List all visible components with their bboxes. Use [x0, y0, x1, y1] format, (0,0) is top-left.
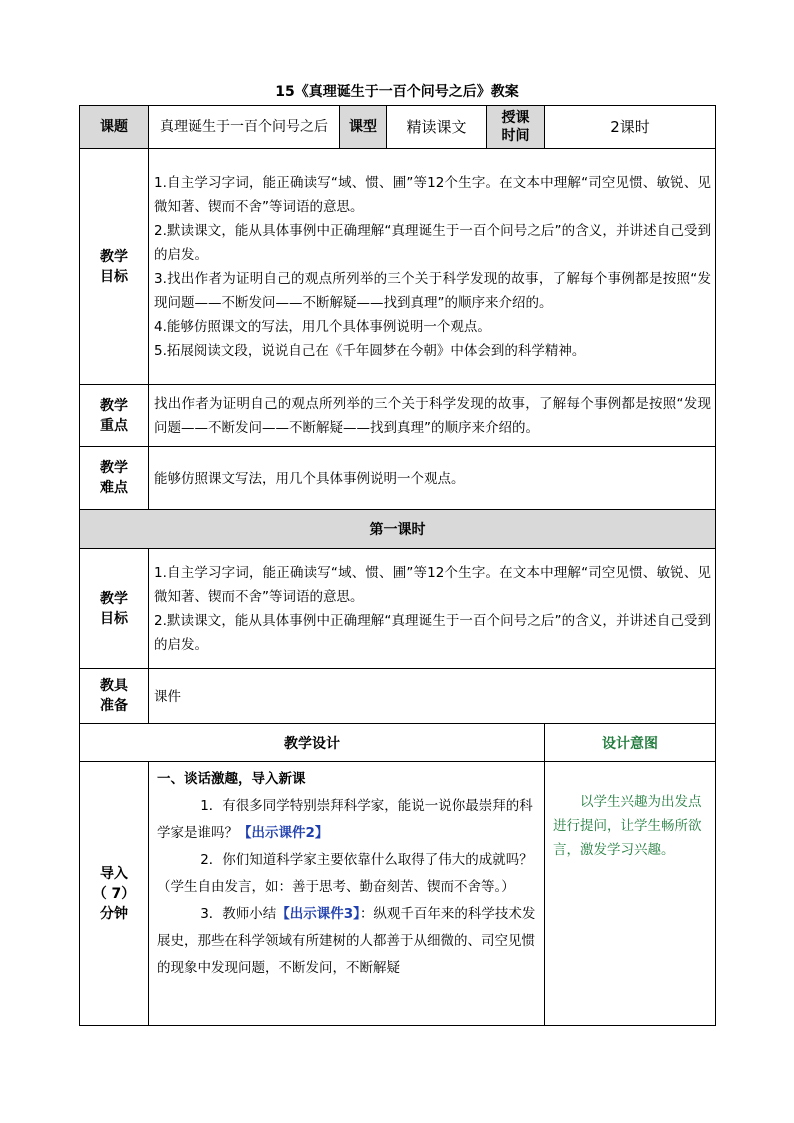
document-title: 15《真理诞生于一百个问号之后》教案 [275, 84, 519, 100]
difficulties-text: 能够仿照课文写法，用几个具体事例说明一个观点。 [154, 470, 465, 487]
design-label: 教学设计 [80, 724, 545, 762]
objectives-row [80, 149, 716, 385]
intent-label: 设计意图 [545, 724, 716, 762]
tools-content [149, 669, 716, 724]
objective-item: 3.找出作者为证明自己的观点所列举的三个关于科学发现的故事，了解每个事例都是按照“发现问题——不断发问——不断解疑——找到真理”的顺序来介绍的。 [154, 271, 711, 311]
time-label-line2: 时间 [501, 128, 530, 144]
hours-value: 2课时 [545, 106, 716, 149]
key-points-content [149, 385, 716, 447]
intro-q3-before: 3．教师小结 [200, 906, 277, 922]
lesson1-objectives-row [80, 549, 716, 669]
lesson1-objectives-label-line1: 教学 [100, 590, 128, 607]
tools-row [80, 669, 716, 724]
tools-label-line2: 准备 [100, 698, 128, 714]
difficulties-content [149, 447, 716, 510]
key-points-label [80, 385, 149, 447]
lesson1-title-row [80, 510, 716, 549]
lesson1-objectives-content [149, 549, 716, 669]
intro-label-line3: 分钟 [100, 905, 128, 922]
difficulties-label [80, 447, 149, 510]
intro-question-2: 2．你们知道科学家主要依靠什么取得了伟大的成就吗？（学生自由发言，如：善于思考、勤奋刻苦、锲而不舍等。） [157, 852, 533, 895]
header-row [80, 106, 716, 149]
objective-item: 1.自主学习字词，能正确读写“域、惯、圃”等12个生字。在文本中理解“司空见惯、敏锐、见微知著、锲而不舍”等词语的意思。 [154, 175, 711, 215]
key-points-label-line1: 教学 [100, 397, 128, 414]
tools-value: 课件 [154, 688, 181, 705]
difficulties-row [80, 447, 716, 510]
key-points-label-line2: 重点 [100, 417, 128, 434]
objective-item: 5.拓展阅读文段，说说自己在《千年圆梦在今朝》中体会到的科学精神。 [154, 343, 586, 359]
time-label [487, 106, 545, 149]
lesson1-section-title: 第一课时 [80, 510, 716, 549]
intro-intent-content [545, 762, 716, 1026]
intro-q1-tag: 【出示课件2】 [238, 825, 329, 841]
objectives-label [80, 149, 149, 385]
subject-value: 真理诞生于一百个问号之后 [149, 106, 340, 149]
intro-label-line1: 导入 [100, 865, 128, 882]
intro-intent-text: 以学生兴趣为出发点进行提问，让学生畅所欲言，激发学习兴趣。 [553, 794, 702, 858]
lesson-plan-table [79, 105, 716, 1026]
objectives-label-line1: 教学 [100, 248, 128, 265]
intro-q3-after: ：纵观千百年来的科学技术发展史，那些在科学领域有所建树的人都善于从细微的、司空见惯的现象中发现问题，不断发问，不断解疑 [157, 906, 536, 976]
type-label: 课型 [340, 106, 387, 149]
intro-row [80, 762, 716, 1026]
objectives-content [149, 149, 716, 385]
subject-label: 课题 [80, 106, 149, 149]
intro-step-title: 一、谈话激趣，导入新课 [157, 771, 306, 787]
objective-item: 4.能够仿照课文的写法，用几个具体事例说明一个观点。 [154, 319, 491, 335]
key-points-text: 找出作者为证明自己的观点所列举的三个关于科学发现的故事，了解每个事例都是按照“发现问题——不断发问——不断解疑——找到真理”的顺序来介绍的。 [154, 396, 711, 436]
intro-label [80, 762, 149, 1026]
intro-q3-tag: 【出示课件3】 [276, 906, 360, 922]
objectives-label-line2: 目标 [100, 268, 128, 285]
lesson1-objective-item: 2.默读课文，能从具体事例中正确理解“真理诞生于一百个问号之后”的含义，并讲述自己受到的启发。 [154, 613, 711, 653]
tools-label [80, 669, 149, 724]
type-value: 精读课文 [387, 106, 487, 149]
tools-label-line1: 教具 [100, 678, 128, 694]
objective-item: 2.默读课文，能从具体事例中正确理解“真理诞生于一百个问号之后”的含义，并讲述自己受到的启发。 [154, 223, 711, 263]
difficulties-label-line2: 难点 [100, 480, 128, 496]
time-label-line1: 授课 [501, 110, 530, 126]
lesson1-objective-item: 1.自主学习字词，能正确读写“域、惯、圃”等12个生字。在文本中理解“司空见惯、敏锐、见微知著、锲而不舍”等词语的意思。 [154, 565, 711, 605]
intro-design-content [149, 762, 545, 1026]
intro-question-3 [157, 901, 538, 982]
lesson1-objectives-label [80, 549, 149, 669]
lesson1-objectives-label-line2: 目标 [100, 610, 128, 627]
intro-question-1 [157, 793, 538, 847]
key-points-row [80, 385, 716, 447]
intro-q1-text: 1．有很多同学特别崇拜科学家，能说一说你最崇拜的科学家是谁吗？ [157, 798, 533, 841]
design-header-row [80, 724, 716, 762]
intro-label-line2: （ 7） [92, 885, 136, 902]
difficulties-label-line1: 教学 [100, 460, 128, 476]
